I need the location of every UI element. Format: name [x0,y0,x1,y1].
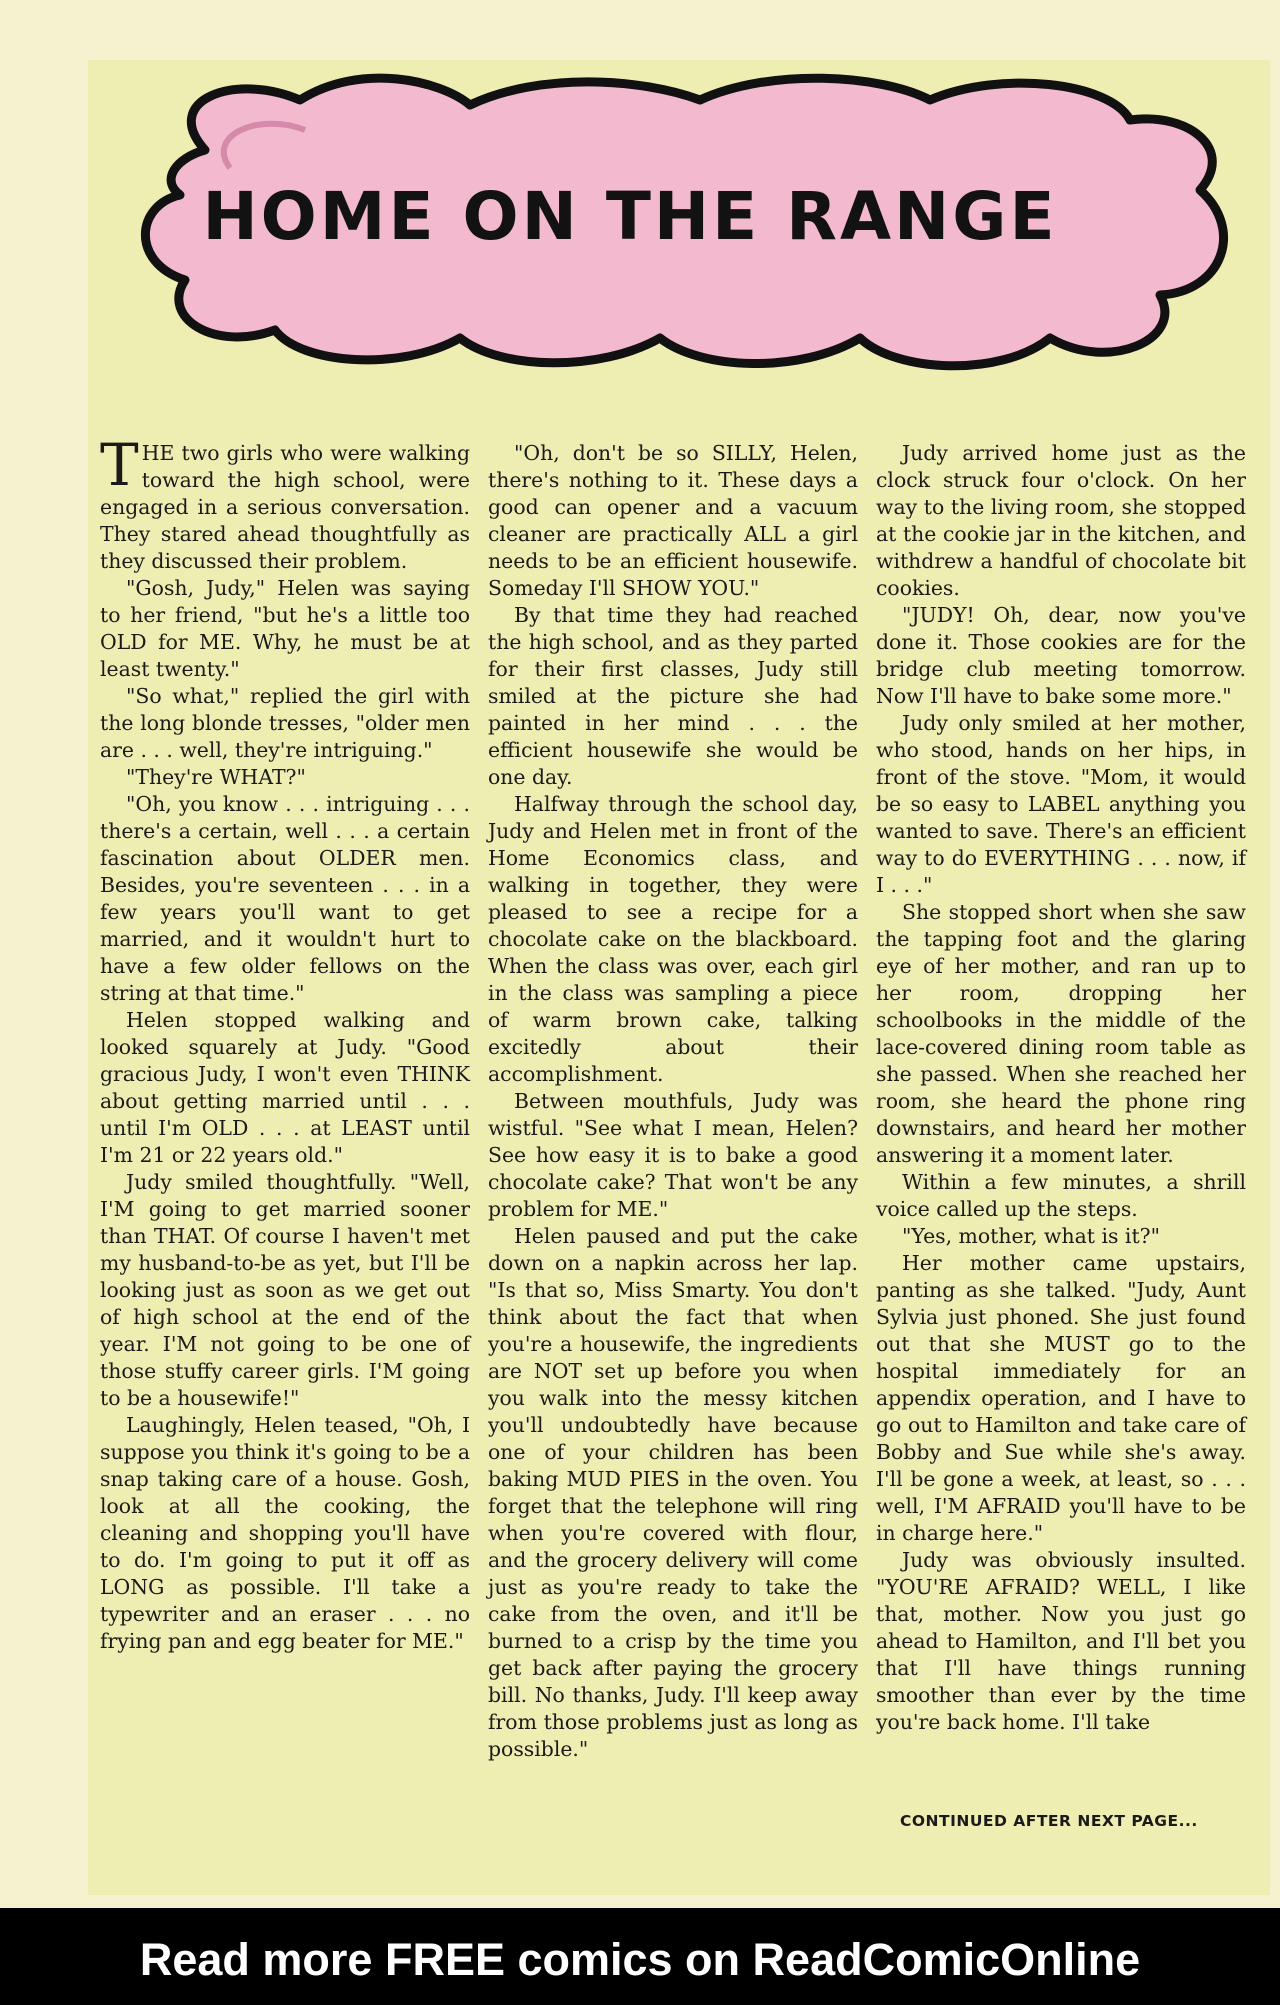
paragraph: Between mouthfuls, Judy was wistful. "See what I mean, Helen? See how easy it is to bake a good chocolate cake? That won't be any problem for ME." [488,1089,858,1221]
paragraph: "So what," replied the girl with the long blonde tresses, "older men are . . . well, they're intriguing." [100,684,470,762]
paragraph: Within a few minutes, a shrill voice called up the steps. [876,1170,1246,1221]
text-column-2 [488,440,858,1763]
text-column-3 [876,440,1246,1736]
paragraph: "They're WHAT?" [126,765,306,789]
paragraph: She stopped short when she saw the tapping foot and the glaring eye of her mother, and ran up to her room, dropping her schoolbooks in the middle of the lace-covered dining room table as she passed. When she reached her room, she heard the phone ring downstairs, and heard her mother answering it a moment later. [876,900,1246,1167]
footer-banner [0,1908,1280,2005]
story-title: HOME ON THE RANGE [202,178,1058,255]
paragraph: Judy arrived home just as the clock struck four o'clock. On her way to the living room, she stopped at the cookie jar in the kitchen, and withdrew a handful of chocolate bit cookies. [876,441,1246,600]
paragraph: "Yes, mother, what is it?" [902,1224,1160,1248]
paragraph: Helen stopped walking and looked squarely at Judy. "Good gracious Judy, I won't even THINK about getting married until . . . until I'm OLD . . . at LEAST until I'm 21 or 22 years old." [100,1008,470,1167]
story-text [100,431,1246,1850]
text-column-1 [100,431,470,1655]
paragraph: Her mother came upstairs, panting as she talked. "Judy, Aunt Sylvia just phoned. She just found out that she MUST go to the hospital immediately for an appendix operation, and I have to go out to Hamilton and take care of Bobby and Sue while she's away. I'll be gone a week, at least, so . . . well, I'M AFRAID you'll have to be in charge here." [876,1251,1246,1545]
drop-cap: T [100,431,139,499]
footer-text[interactable]: Read more FREE comics on ReadComicOnline [139,1934,1141,1985]
continued-label: CONTINUED AFTER NEXT PAGE... [900,1812,1198,1830]
paragraph: Judy only smiled at her mother, who stood, hands on her hips, in front of the stove. "Mom, it would be so easy to LABEL anything you wanted to save. There's an efficient way to do EVERYTHING . . . now, if I . . ." [876,711,1246,897]
paragraph: "Gosh, Judy," Helen was saying to her friend, "but he's a little too OLD for ME. Why, he must be at least twenty." [100,576,470,681]
paragraph: Halfway through the school day, Judy and Helen met in front of the Home Economics class, and walking in together, they were pleased to see a recipe for a chocolate cake on the blackboard. When the class was over, each girl in the class was sampling a piece of warm brown cake, talking excitedly about their accomplishment. [488,792,858,1086]
paragraph: Judy was obviously insulted. "YOU'RE AFRAID? WELL, I like that, mother. Now you just go ahead to Hamilton, and I'll bet you that I'll have things running smoother than ever by the time you're back home. I'll take [876,1548,1246,1734]
paragraph: Helen paused and put the cake down on a napkin across her lap. "Is that so, Miss Smarty. You don't think about the fact that when you're a housewife, the ingredients are NOT set up before you when you walk into the messy kitchen you'll undoubtedly have because one of your children has been baking MUD PIES in the oven. You forget that the telephone will ring when you're covered with flour, and the grocery delivery will come just as you're ready to take the cake from the oven, and it'll be burned to a crisp by the time you get back after paying the grocery bill. No thanks, Judy. I'll keep away from those problems just as long as possible." [488,1224,858,1761]
paragraph: "Oh, you know . . . intriguing . . . there's a certain, well . . . a certain fascination about OLDER men. Besides, you're seventeen . . . in a few years you'll want to get married, and it wouldn't hurt to have a few older fellows on the string at that time." [100,792,470,1005]
paragraph: Laughingly, Helen teased, "Oh, I suppose you think it's going to be a snap taking care of a house. Gosh, look at all the cooking, the cleaning and shopping you'll have to do. I'm going to put it off as LONG as possible. I'll take a typewriter and an eraser . . . no frying pan and egg beater for ME." [100,1413,470,1653]
paragraph: THE two girls who were walking toward the high school, were engaged in a serious conversation. They stared ahead thoughtfully as they discussed their problem. [100,431,470,573]
paragraph: By that time they had reached the high school, and as they parted for their first classes, Judy still smiled at the picture she had painted in her mind . . . the efficient housewife she would be one day. [488,603,858,789]
paragraph: "JUDY! Oh, dear, now you've done it. Those cookies are for the bridge club meeting tomorrow. Now I'll have to bake some more." [876,603,1246,708]
paragraph: Judy smiled thoughtfully. "Well, I'M going to get married sooner than THAT. Of course I haven't met my husband-to-be as yet, but I'll be looking just as soon as we get out of high school at the end of the year. I'M not going to be one of those stuffy career girls. I'M going to be a housewife!" [100,1170,470,1410]
paragraph: "Oh, don't be so SILLY, Helen, there's nothing to it. These days a good can opener and a vacuum cleaner are practically ALL a girl needs to be an efficient housewife. Someday I'll SHOW YOU." [488,441,858,600]
